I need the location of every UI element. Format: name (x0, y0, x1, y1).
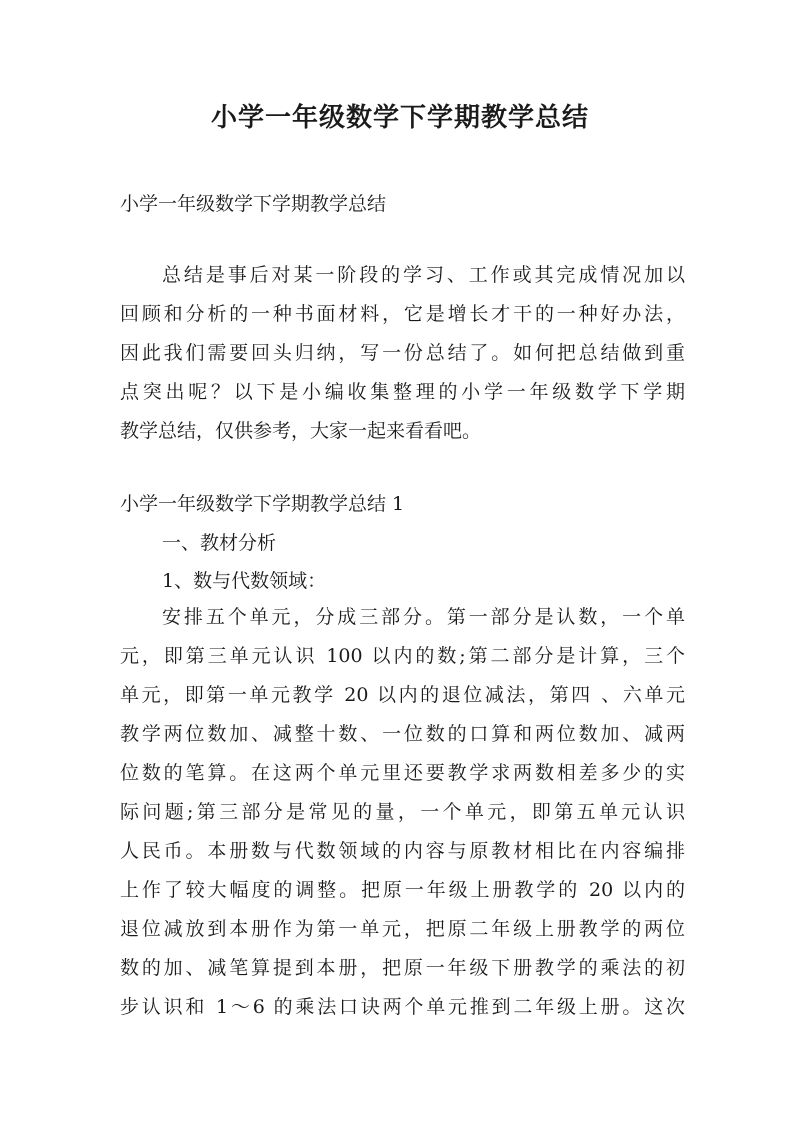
body-line: 步认识和 1～6 的乘法口诀两个单元推到二年级上册。这次 (120, 996, 685, 1018)
intro-line: 教学总结，仅供参考，大家一起来看看吧。 (120, 420, 482, 442)
intro-line: 总结是事后对某一阶段的学习、工作或其完成情况加以 (162, 264, 685, 286)
document-subtitle: 小学一年级数学下学期教学总结 (120, 193, 387, 215)
body-line: 教学两位数加、减整十数、一位数的口算和两位数加、减两 (120, 723, 685, 745)
heading-teaching-material: 一、教材分析 (162, 532, 277, 554)
body-line: 位数的笔算。在这两个单元里还要教学求两数相差多少的实 (120, 762, 685, 784)
intro-line: 因此我们需要回头归纳，写一份总结了。如何把总结做到重 (120, 342, 685, 364)
body-line: 数的加、减笔算提到本册，把原一年级下册教学的乘法的初 (120, 957, 685, 979)
heading-number-algebra: 1、数与代数领域： (162, 570, 327, 592)
body-line: 际问题;第三部分是常见的量，一个单元，即第五单元认识 (120, 801, 685, 823)
body-line: 单元，即第一单元教学 20 以内的退位减法，第四 、六单元 (120, 684, 685, 706)
document-title: 小学一年级数学下学期教学总结 (210, 103, 589, 133)
body-line: 上作了较大幅度的调整。把原一年级上册教学的 20 以内的 (120, 879, 685, 901)
section-title: 小学一年级数学下学期教学总结 1 (120, 493, 405, 515)
body-line: 安排五个单元，分成三部分。第一部分是认数，一个单 (162, 606, 685, 628)
intro-line: 点突出呢？以下是小编收集整理的小学一年级数学下学期 (120, 381, 685, 403)
intro-line: 回顾和分析的一种书面材料，它是增长才干的一种好办法， (120, 303, 685, 325)
body-line: 退位减放到本册作为第一单元，把原二年级上册教学的两位 (120, 918, 685, 940)
body-line: 元，即第三单元认识 100 以内的数;第二部分是计算，三个 (120, 645, 685, 667)
body-line: 人民币。本册数与代数领域的内容与原教材相比在内容编排 (120, 840, 685, 862)
